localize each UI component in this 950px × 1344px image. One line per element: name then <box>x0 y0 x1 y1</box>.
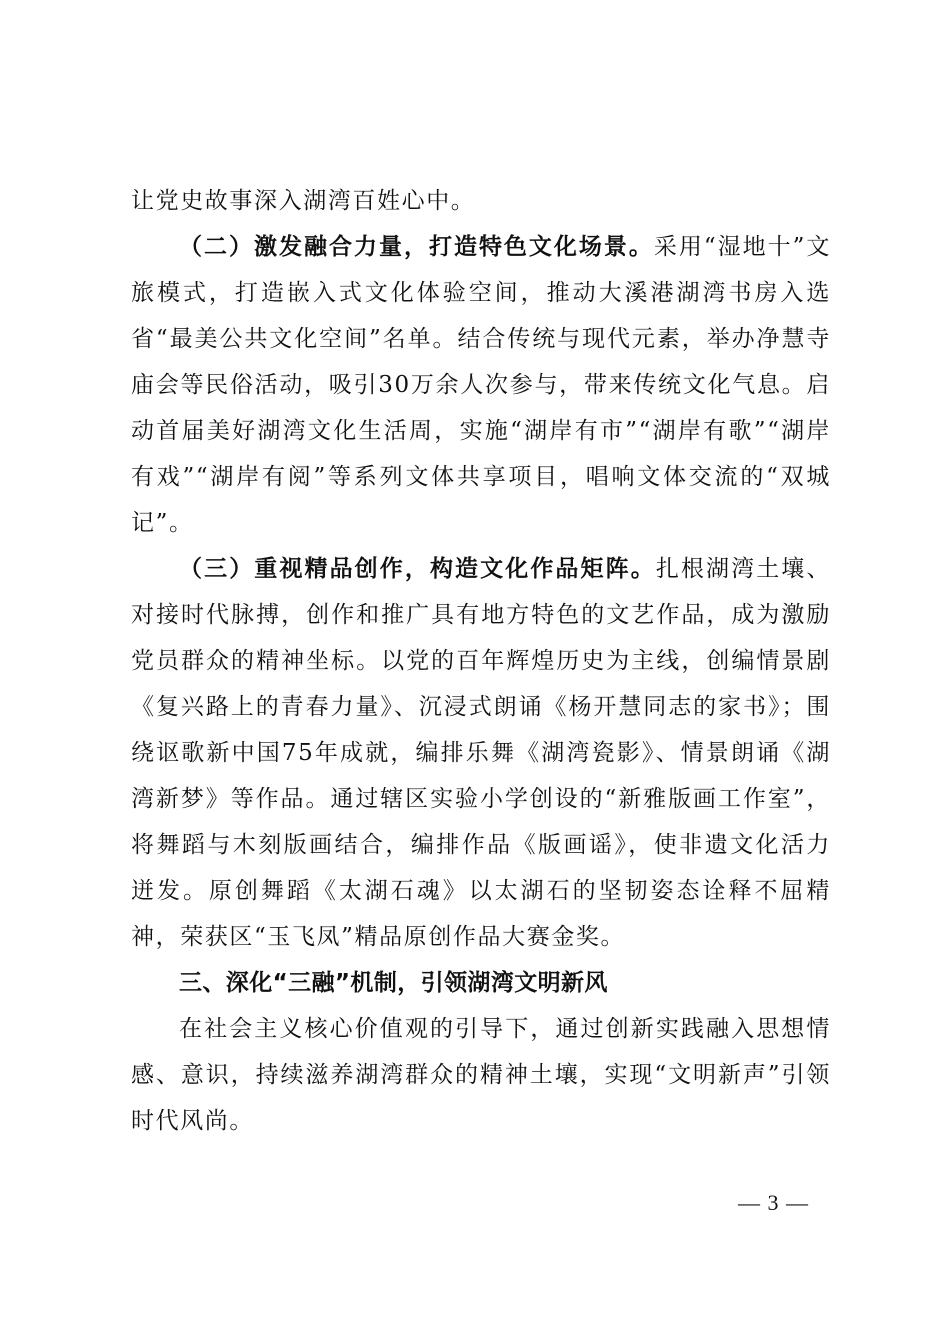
paragraph-civilization <box>131 1006 831 1144</box>
document-body <box>131 178 831 1144</box>
page-number: — 3 — <box>738 1190 809 1215</box>
paragraph-text: 采用“湿地十”文旅模式，打造嵌入式文化体验空间，推动大溪港湖湾书房入选省“最美公共文化空间”名单。结合传统与现代元素，举办净慧寺庙会等民俗活动，吸引30万余人次参与，带来传统文化气息。启动首届美好湖湾文化生活周，实施“湖岸有市”“湖岸有歌”“湖岸有戏”“湖岸有阅”等系列文体共享项目，唱响文体交流的“双城记”。 <box>131 234 831 536</box>
paragraph-text: 在社会主义核心价值观的引导下，通过创新实践融入思想情感、意识，持续滋养湖湾群众的精神土壤，实现“文明新声”引领时代风尚。 <box>131 1016 831 1134</box>
paragraph-cultural-scenes <box>131 224 831 546</box>
paragraph-cultural-works <box>131 546 831 960</box>
paragraph-text: 让党史故事深入湖湾百姓心中。 <box>131 188 476 214</box>
paragraph-text: 扎根湖湾土壤、对接时代脉搏，创作和推广具有地方特色的文艺作品，成为激励党员群众的精神坐标。以党的百年辉煌历史为主线，创编情景剧《复兴路上的青春力量》、沉浸式朗诵《杨开慧同志的家书》；围绕讴歌新中国75年成就，编排乐舞《湖湾瓷影》、情景朗诵《湖湾新梦》等作品。通过辖区实验小学创设的“新雅版画工作室”，将舞蹈与木刻版画结合，编排作品《版画谣》，使非遗文化活力迸发。原创舞蹈《太湖石魂》以太湖石的坚韧姿态诠释不屈精神，荣获区“玉飞凤”精品原创作品大赛金奖。 <box>131 556 832 950</box>
paragraph-continuation <box>131 178 831 224</box>
paragraph-lead-heading: （二）激发融合力量，打造特色文化场景。 <box>179 233 654 260</box>
paragraph-lead-heading: （三）重视精品创作，构造文化作品矩阵。 <box>179 555 656 582</box>
section-heading: 三、深化“三融”机制，引领湖湾文明新风 <box>179 970 608 996</box>
